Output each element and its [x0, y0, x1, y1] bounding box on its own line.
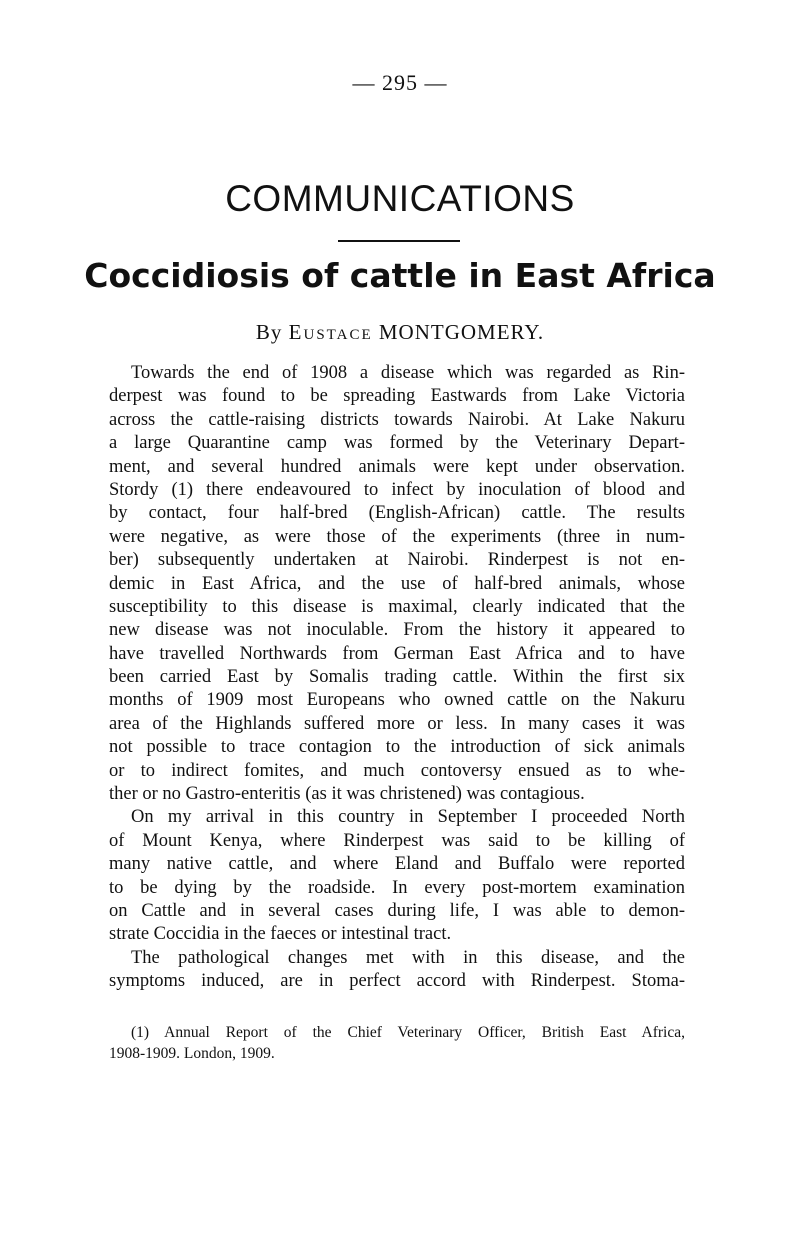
body-line: been carried East by Somalis trading cattle. Within the first six [109, 667, 685, 688]
body-line: on Cattle and in several cases during life, I was able to demon- [109, 900, 685, 921]
body-line: symptoms induced, are in perfect accord with Rinderpest. Stoma- [109, 971, 685, 992]
body-line: not possible to trace contagion to the introduction of sick animals [109, 737, 685, 758]
byline [0, 320, 800, 345]
article-title: Coccidiosis of cattle in East Africa [84, 256, 716, 295]
footnote-line: 1908-1909. London, 1909. [109, 1045, 275, 1062]
footnote-line: (1) Annual Report of the Chief Veterinary Officer, British East Africa, [131, 1024, 685, 1041]
section-title: COMMUNICATIONS [225, 178, 575, 219]
body-line: of Mount Kenya, where Rinderpest was said to be killing of [109, 830, 685, 851]
author-first-name: Eustace [288, 320, 373, 344]
body-line: derpest was found to be spreading Eastwards from Lake Victoria [109, 386, 685, 407]
body-line: many native cattle, and where Eland and Buffalo were reported [109, 854, 685, 875]
body-line: by contact, four half-bred (English-African) cattle. The results [109, 503, 685, 524]
body-line: to be dying by the roadside. In every post-mortem examination [109, 877, 685, 898]
page-number: — 295 — [352, 70, 448, 95]
body-line: have travelled Northwards from German East Africa and to have [109, 643, 685, 664]
body-line: ber) subsequently undertaken at Nairobi. Rinderpest is not en- [109, 550, 685, 571]
body-line: months of 1909 most Europeans who owned cattle on the Nakuru [109, 690, 685, 711]
body-line: area of the Highlands suffered more or less. In many cases it was [109, 713, 685, 734]
body-line: demic in East Africa, and the use of half-bred animals, whose [109, 573, 685, 594]
body-line: On my arrival in this country in September I proceeded North [131, 807, 685, 828]
body-line: were negative, as were those of the experiments (three in num- [109, 526, 685, 547]
article-body [109, 362, 685, 994]
body-line: susceptibility to this disease is maximal, clearly indicated that the [109, 596, 685, 617]
body-line: Towards the end of 1908 a disease which was regarded as Rin- [131, 363, 685, 383]
author-last-name: MONTGOMERY. [378, 320, 545, 344]
body-line: or to indirect fomites, and much contoversy ensued as to whe- [109, 760, 685, 781]
body-line: strate Coccidia in the faeces or intestinal tract. [109, 924, 452, 945]
body-line: The pathological changes met with in this disease, and the [131, 947, 685, 968]
footnote [109, 1022, 685, 1064]
title-divider [338, 240, 460, 242]
body-line: Stordy (1) there endeavoured to infect by inoculation of blood and [109, 479, 685, 500]
body-line: ment, and several hundred animals were kept under observation. [109, 456, 685, 477]
body-line: ther or no Gastro-enteritis (as it was christened) was contagious. [109, 784, 585, 805]
body-line: new disease was not inoculable. From the history it appeared to [109, 620, 685, 641]
body-line: a large Quarantine camp was formed by the Veterinary Depart- [109, 433, 685, 454]
byline-prefix: By [255, 320, 283, 344]
body-line: across the cattle-raising districts towards Nairobi. At Lake Nakuru [109, 409, 685, 430]
